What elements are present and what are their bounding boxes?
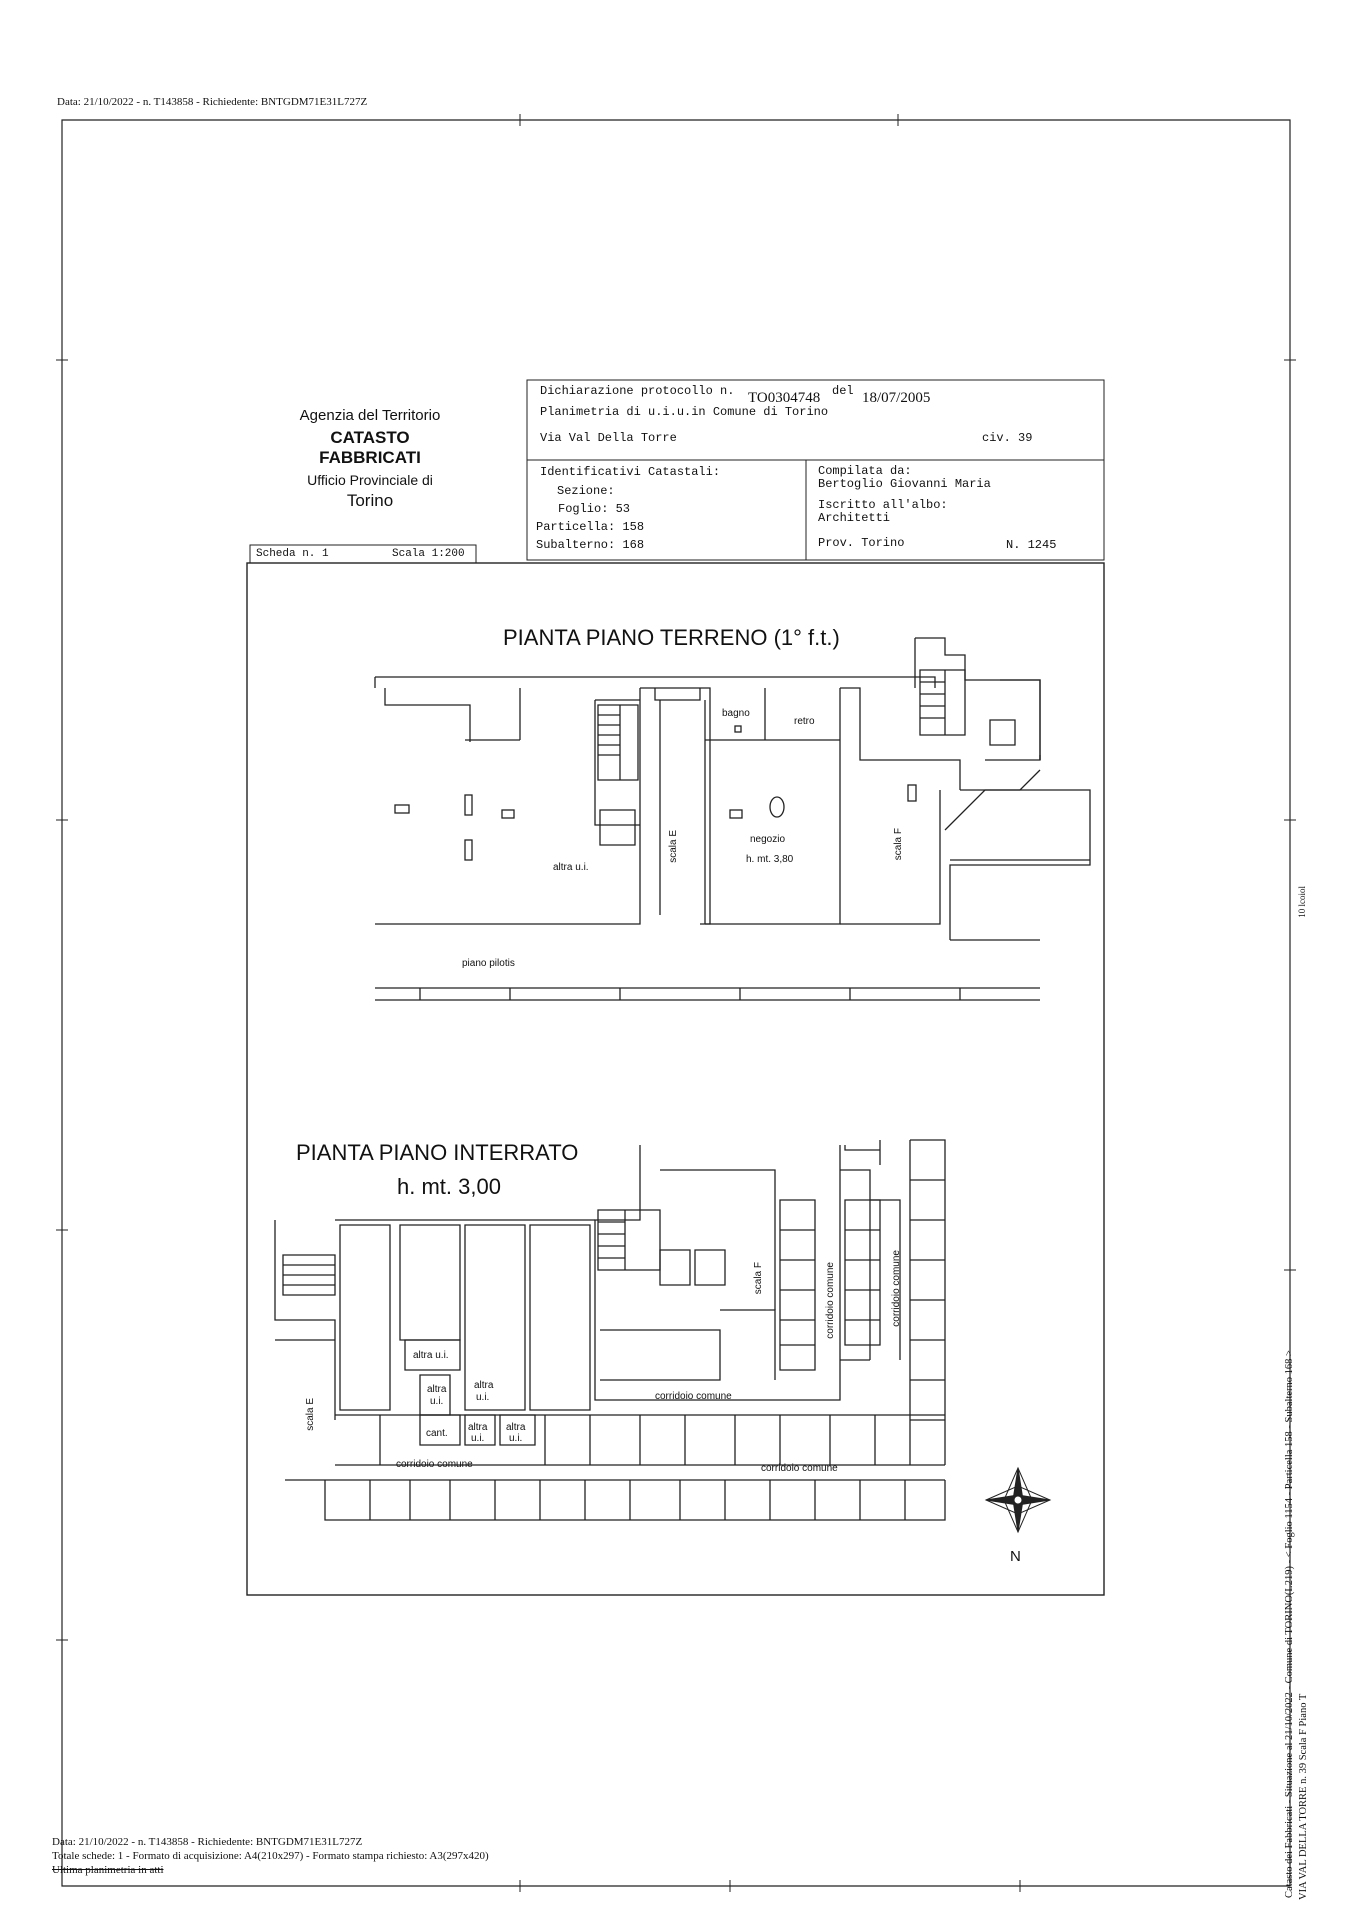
planimetria-line: Planimetria di u.i.u.in Comune di Torino xyxy=(540,405,829,419)
label-ui-b5: u.i. xyxy=(509,1433,523,1444)
label-corridoio-upper: corridoio comune xyxy=(655,1391,732,1402)
agency-name: Agenzia del Territorio xyxy=(299,407,441,424)
date-label: del xyxy=(832,384,854,398)
label-shop-height: h. mt. 3,80 xyxy=(746,854,794,865)
label-altra-ui: altra u.i. xyxy=(553,862,589,873)
label-scala-f: scala F xyxy=(893,828,904,861)
label-corridoio-vertical-1: corridoio comune xyxy=(825,1262,836,1339)
scheda-number: Scheda n. 1 xyxy=(256,548,329,560)
label-altra-b5: altra xyxy=(506,1422,526,1433)
scale: Scala 1:200 xyxy=(392,548,465,560)
label-altra-ui-b1: altra u.i. xyxy=(413,1350,449,1361)
label-ui-b3: u.i. xyxy=(476,1392,490,1403)
footer-request-line: Data: 21/10/2022 - n. T143858 - Richiedente: BNTGDM71E31L727Z xyxy=(52,1836,363,1848)
label-corridoio-left: corridoio comune xyxy=(396,1459,473,1470)
compilata-label: Compilata da: xyxy=(818,464,912,478)
label-ui-b2: u.i. xyxy=(430,1396,444,1407)
particella: Particella: 158 xyxy=(536,520,645,534)
foglio: Foglio: 53 xyxy=(558,502,631,516)
iscritto-value: Architetti xyxy=(818,511,891,525)
label-altra-b2: altra xyxy=(427,1384,447,1395)
province: Prov. Torino xyxy=(818,536,905,550)
ident-title: Identificativi Catastali: xyxy=(540,465,721,479)
label-corridoio-vertical-2: corridoio comune xyxy=(891,1250,902,1327)
right-margin-mark: 10 lcoiol xyxy=(1297,886,1307,918)
subalterno: Subalterno: 168 xyxy=(536,538,645,552)
basement-height: h. mt. 3,00 xyxy=(397,1174,501,1199)
label-negozio: negozio xyxy=(750,834,786,845)
label-cant: cant. xyxy=(426,1428,448,1439)
label-bagno: bagno xyxy=(722,708,750,719)
basement-title: PIANTA PIANO INTERRATO xyxy=(296,1140,579,1165)
protocol-label: Dichiarazione protocollo n. xyxy=(540,384,735,398)
right-margin-cadastral-line: Catasto dei Fabbricati - Situazione al 21/10/2022 - Comune di TORINO(L219) - < Foglio 1154 - Particella 158 - Subalterno 168 > xyxy=(1284,1350,1295,1898)
label-ui-b4: u.i. xyxy=(471,1433,485,1444)
address: Via Val Della Torre xyxy=(540,431,677,445)
office-label: Ufficio Provinciale di xyxy=(307,472,433,488)
agency-block xyxy=(280,407,460,511)
office-city: Torino xyxy=(346,491,394,510)
label-pilotis: piano pilotis xyxy=(462,958,515,969)
ground-floor-title: PIANTA PIANO TERRENO (1° f.t.) xyxy=(503,625,840,650)
compilata-name: Bertoglio Giovanni Maria xyxy=(818,477,991,491)
top-request-line: Data: 21/10/2022 - n. T143858 - Richiedente: BNTGDM71E31L727Z xyxy=(57,96,368,108)
north-label: N xyxy=(1010,1548,1021,1565)
label-corridoio-right: corridoio comune xyxy=(761,1463,838,1474)
label-scala-e-basement: scala E xyxy=(305,1398,316,1431)
label-altra-b4: altra xyxy=(468,1422,488,1433)
protocol-number: TO0304748 xyxy=(748,390,821,406)
right-margin-address-line: VIA VAL DELLA TORRE n. 39 Scala F Piano T xyxy=(1298,1693,1309,1900)
label-scala-e: scala E xyxy=(668,830,679,863)
iscritto-label: Iscritto all'albo: xyxy=(818,498,948,512)
catasto-title: CATASTO FABBRICATI xyxy=(319,428,421,467)
footer-format-line: Totale schede: 1 - Formato di acquisizione: A4(210x297) - Formato stampa richiesto: A3(297x420) xyxy=(52,1850,489,1862)
label-scala-f-basement: scala F xyxy=(753,1262,764,1295)
sezione: Sezione: xyxy=(557,484,615,498)
albo-number: N. 1245 xyxy=(1006,538,1057,552)
label-retro: retro xyxy=(794,716,815,727)
protocol-date: 18/07/2005 xyxy=(862,390,931,406)
footer-last-plan: Ultima planimetria in atti xyxy=(52,1864,164,1876)
label-altra-b3: altra xyxy=(474,1380,494,1391)
civic-number: civ. 39 xyxy=(982,431,1033,445)
